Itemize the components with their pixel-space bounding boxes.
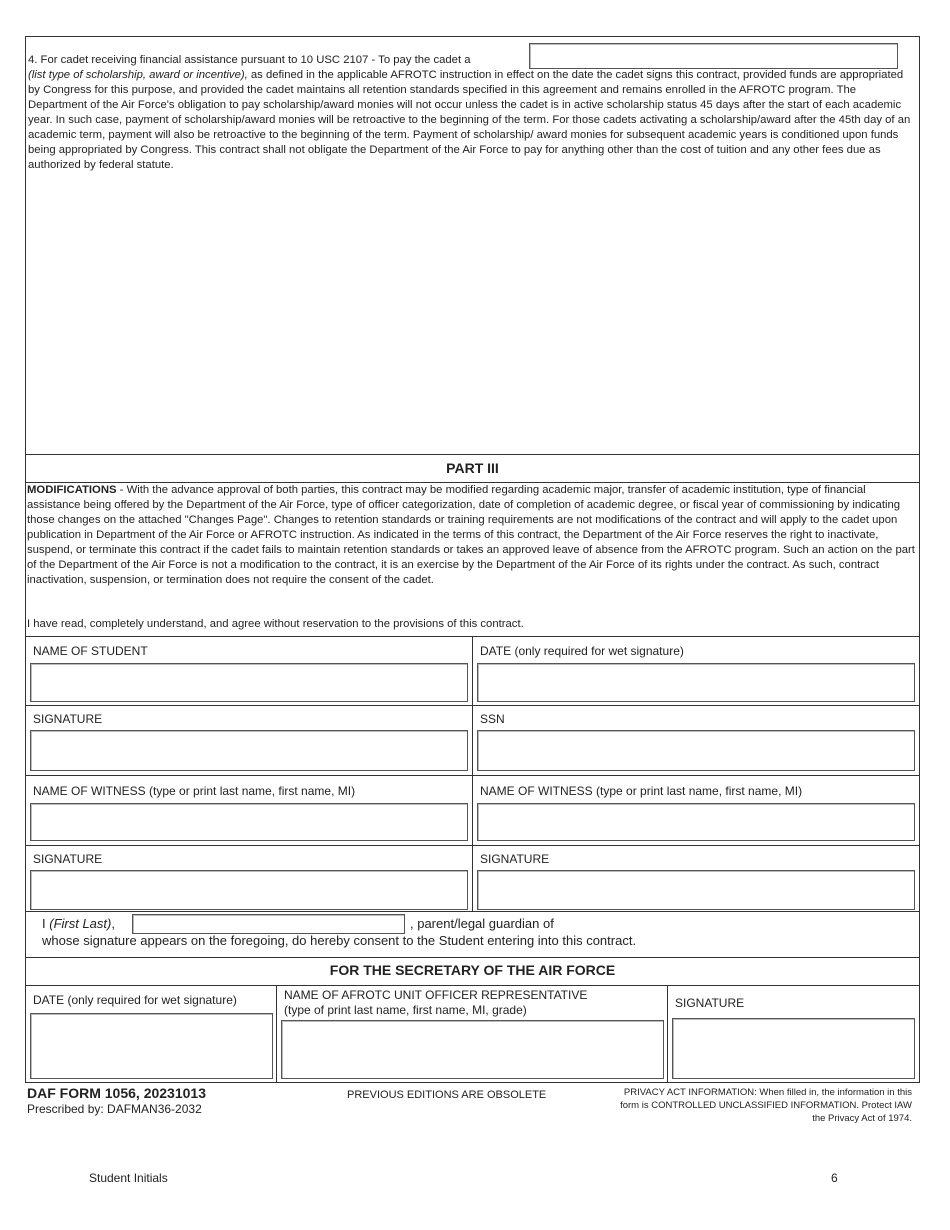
modifications-label: MODIFICATIONS	[27, 484, 117, 496]
guardian-name-input[interactable]	[132, 914, 405, 934]
ssn-label: SSN	[480, 712, 505, 726]
witness-left-signature-label: SIGNATURE	[33, 852, 103, 866]
officer-label-line2: (type of print last name, first name, MI, grade)	[284, 1003, 527, 1017]
paragraph-4-body: as defined in the applicable AFROTC instruction in effect on the date the cadet signs this contract, provided funds are appropriated by Congress for this purpose, and provided the cadet maintains all retention standards specified in this agreement and remains enrolled in the AFROTC program. The Department of the Air Force's obligation to pay scholarship/award monies will not occur unless the cadet is in active scholarship status 45 days after the start of each academic year. In such case, payment of scholarship/award monies will be retroactive to the beginning of the term. For those cadets activating a scholarship/award after the 45th day of an academic term, payment will also be retroactive to the beginning of the term. Payment of scholarship/ award monies for subsequent academic years is conditioned upon funds being appropriated by Congress. This contract shall not obligate the Department of the Air Force to pay for anything other than the cost of tuition and any other fees due as authorized by federal statute.	[28, 69, 911, 171]
witness-right-signature-label: SIGNATURE	[480, 852, 550, 866]
modifications-paragraph	[27, 483, 918, 588]
part-iii-title: PART III	[446, 460, 499, 476]
witness-left-input[interactable]	[30, 803, 468, 841]
divider	[25, 985, 920, 986]
witness-left-label: NAME OF WITNESS (type or print last name, first name, MI)	[33, 784, 356, 798]
divider	[472, 636, 473, 912]
signature-label: SIGNATURE	[33, 712, 103, 726]
witness-left-signature-input[interactable]	[30, 870, 468, 910]
guardian-consent-line1	[42, 916, 115, 931]
name-of-student-input[interactable]	[30, 663, 468, 702]
paragraph-4-italic: (list type of scholarship, award or incentive),	[28, 69, 248, 81]
secretary-signature-label: SIGNATURE	[675, 996, 745, 1010]
secretary-signature-input[interactable]	[672, 1018, 915, 1079]
form-id: DAF FORM 1056, 20231013	[27, 1085, 206, 1101]
secretary-title: FOR THE SECRETARY OF THE AIR FORCE	[329, 962, 616, 978]
date-input[interactable]	[477, 663, 915, 702]
guardian-consent-line2: whose signature appears on the foregoing, do hereby consent to the Student entering into this contract.	[42, 933, 637, 948]
name-of-student-label: NAME OF STUDENT	[33, 644, 148, 658]
secretary-date-label: DATE (only required for wet signature)	[33, 993, 237, 1007]
paragraph-4	[28, 53, 918, 173]
student-initials-label: Student Initials	[89, 1171, 168, 1185]
witness-right-input[interactable]	[477, 803, 915, 841]
privacy-act-notice	[560, 1086, 912, 1125]
witness-right-label: NAME OF WITNESS (type or print last name, first name, MI)	[480, 784, 803, 798]
divider	[25, 454, 920, 455]
secretary-date-input[interactable]	[30, 1013, 273, 1079]
witness-right-signature-input[interactable]	[477, 870, 915, 910]
guardian-suffix: , parent/legal guardian of	[410, 916, 554, 931]
divider	[667, 985, 668, 1083]
divider	[25, 957, 920, 958]
prescribed-by: Prescribed by: DAFMAN36-2032	[27, 1102, 202, 1116]
date-label: DATE (only required for wet signature)	[480, 644, 684, 658]
scholarship-type-input[interactable]	[529, 43, 898, 69]
divider	[25, 705, 920, 706]
guardian-comma: ,	[111, 916, 115, 931]
divider	[25, 775, 920, 776]
page-number: 6	[831, 1171, 838, 1185]
privacy-line-3: the Privacy Act of 1974.	[812, 1113, 912, 1124]
guardian-first-last: (First Last)	[49, 916, 112, 931]
student-signature-input[interactable]	[30, 730, 468, 771]
obsolete-notice: PREVIOUS EDITIONS ARE OBSOLETE	[347, 1089, 547, 1101]
divider	[276, 985, 277, 1083]
guardian-prefix: I	[42, 916, 50, 931]
modifications-text: - With the advance approval of both parties, this contract may be modified regarding academic major, transfer of academic institution, type of financial assistance being offered by the Department of the Air Force, type of officer categorization, date of completion of academic degree, or fiscal year of commissioning by indicating those changes on the attached "Changes Page". Changes to retention standards or training requirements are not modifications of the contract and will apply to the cadet upon publication in Department of the Air Force or AFROTC instruction. As indicated in the terms of this contract, the Department of the Air Force reserves the right to inactivate, suspend, or terminate this contract if the cadet fails to maintain retention standards or takes an approved leave of absence from the AFROTC program. Such an action on the part of the Department of the Air Force is not a modification to the contract, it is an exercise by the Department of the Air Force of its rights under the contract. As such, contract inactivation, suspension, or termination does not require the consent of the cadet.	[27, 484, 915, 586]
privacy-line-2: form is CONTROLLED UNCLASSIFIED INFORMATION. Protect IAW	[620, 1100, 912, 1111]
privacy-line-1: PRIVACY ACT INFORMATION: When filled in, the information in this	[623, 1087, 912, 1098]
divider	[25, 911, 920, 912]
agreement-statement: I have read, completely understand, and agree without reservation to the provisions of this contract.	[27, 618, 524, 630]
paragraph-4-lead: 4. For cadet receiving financial assistance pursuant to 10 USC 2107 - To pay the cadet a	[28, 54, 471, 66]
officer-label-line1: NAME OF AFROTC UNIT OFFICER REPRESENTATIVE	[284, 988, 588, 1002]
ssn-input[interactable]	[477, 730, 915, 771]
divider	[25, 845, 920, 846]
officer-name-input[interactable]	[281, 1020, 664, 1079]
